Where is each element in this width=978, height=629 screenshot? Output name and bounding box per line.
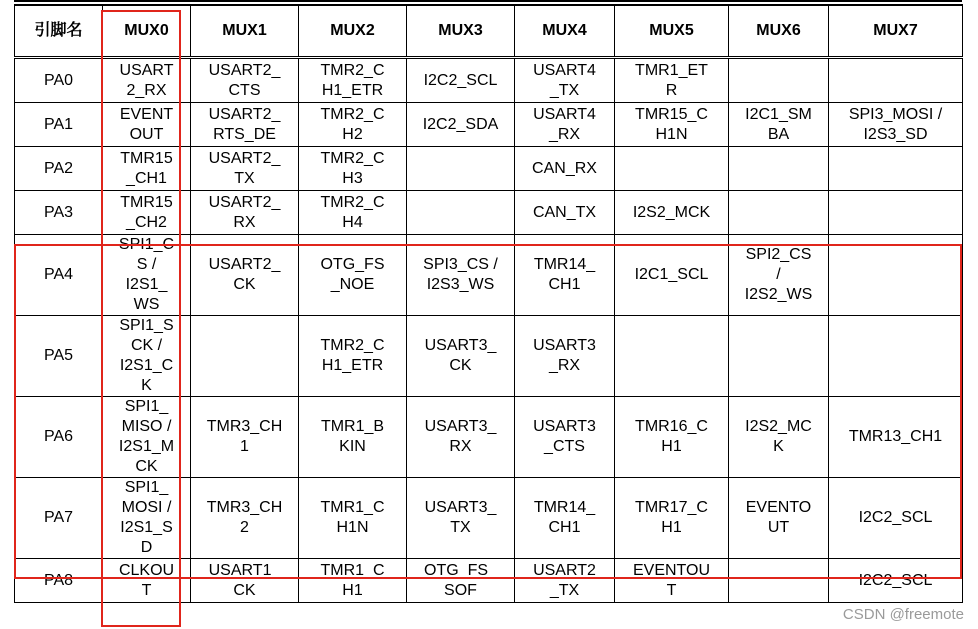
mux5-cell: [615, 147, 729, 191]
mux6-cell: [729, 147, 829, 191]
mux4-cell: [515, 58, 615, 103]
mux1-cell: [191, 316, 299, 397]
pin-name-cell: PA3: [15, 191, 103, 235]
mux2-cell: [299, 191, 407, 235]
cell-text: EVENTOU T: [632, 561, 711, 599]
cell-text: USART4 _RX: [533, 105, 596, 143]
cell-text: SPI3_MOSI / I2S3_SD: [848, 105, 943, 143]
header-mux0: MUX0: [103, 5, 191, 58]
pin-name-cell: PA4: [15, 235, 103, 316]
header-mux7: MUX7: [829, 5, 963, 58]
mux7-cell: [829, 316, 963, 397]
cell-text: TMR14_ CH1: [533, 256, 596, 293]
mux1-cell: [191, 191, 299, 235]
pin-name-cell: PA7: [15, 478, 103, 559]
cell-text: USART3_ RX: [424, 418, 497, 455]
mux6-cell: [729, 559, 829, 603]
cell-text: I2S2_MC K: [745, 418, 812, 455]
mux7-cell: [829, 147, 963, 191]
cell-text: I2C2_SCL: [858, 571, 933, 589]
table-body: [15, 58, 963, 603]
mux0-cell: [103, 58, 191, 103]
mux5-cell: [615, 103, 729, 147]
mux5-cell: [615, 397, 729, 478]
mux1-cell: [191, 147, 299, 191]
header-mux4: MUX4: [515, 5, 615, 58]
mux0-cell: [103, 316, 191, 397]
mux7-cell: [829, 103, 963, 147]
pin-name-cell: PA5: [15, 316, 103, 397]
cell-text: TMR15 _CH2: [120, 193, 173, 231]
mux0-cell: [103, 191, 191, 235]
mux2-cell: [299, 559, 407, 603]
cell-text: TMR15_C H1N: [635, 105, 708, 143]
cell-text: EVENTO UT: [745, 499, 812, 536]
cell-text: SPI1_C S / I2S1_ WS: [118, 236, 175, 313]
mux1-cell: [191, 397, 299, 478]
mux5-cell: [615, 316, 729, 397]
cell-text: I2C2_SDA: [422, 115, 499, 133]
cell-text: USART4 _TX: [533, 61, 596, 99]
cell-text: USART2_ RTS_DE: [208, 105, 281, 143]
table-row: [15, 478, 963, 559]
cell-text: CAN_TX: [532, 203, 597, 221]
table-row: [15, 559, 963, 603]
mux1-cell: [191, 559, 299, 603]
cell-text: SPI3_CS / I2S3_WS: [423, 256, 498, 293]
header-mux2: MUX2: [299, 5, 407, 58]
mux6-cell: [729, 478, 829, 559]
cell-text: USART3_ TX: [424, 499, 497, 536]
cell-text: I2C2_SCL: [423, 71, 498, 89]
mux7-cell: [829, 235, 963, 316]
mux6-cell: [729, 397, 829, 478]
mux3-cell: [407, 58, 515, 103]
pin-name-cell: PA2: [15, 147, 103, 191]
cell-text: SPI1_ MISO / I2S1_M CK: [118, 398, 175, 475]
mux5-cell: [615, 191, 729, 235]
cell-text: EVENT OUT: [119, 105, 174, 143]
pin-name-cell: PA1: [15, 103, 103, 147]
mux1-cell: [191, 478, 299, 559]
mux3-cell: [407, 559, 515, 603]
mux4-cell: [515, 397, 615, 478]
cell-text: TMR13_CH1: [848, 428, 943, 445]
mux5-cell: [615, 235, 729, 316]
cell-text: CAN_RX: [532, 159, 597, 177]
top-rule: [14, 0, 962, 2]
mux2-cell: [299, 103, 407, 147]
mux2-cell: [299, 147, 407, 191]
cell-text: USART2_ CTS: [208, 61, 281, 99]
header-row: [15, 5, 963, 58]
table-row: [15, 316, 963, 397]
cell-text: TMR1_ET R: [635, 61, 708, 99]
mux2-cell: [299, 235, 407, 316]
cell-text: TMR2_C H1_ETR: [320, 61, 385, 99]
mux6-cell: [729, 103, 829, 147]
mux0-cell: [103, 559, 191, 603]
mux3-cell: [407, 397, 515, 478]
mux1-cell: [191, 235, 299, 316]
mux0-cell: [103, 397, 191, 478]
cell-text: TMR2_C H1_ETR: [320, 337, 385, 374]
cell-text: TMR14_ CH1: [533, 499, 596, 536]
cell-text: USART3 _CTS: [533, 418, 596, 455]
mux4-cell: [515, 559, 615, 603]
cell-text: TMR2_C H2: [320, 105, 385, 143]
mux2-cell: [299, 316, 407, 397]
cell-text: OTG_FS_ SOF: [424, 561, 497, 599]
cell-text: USART2 _TX: [533, 561, 596, 599]
cell-text: SPI1_ MOSI / I2S1_S D: [120, 479, 173, 556]
mux4-cell: [515, 235, 615, 316]
cell-text: USART2_ RX: [208, 193, 281, 231]
cell-text: USART 2_RX: [119, 61, 174, 99]
cell-text: USART2_ CK: [208, 256, 281, 293]
cell-text: USART3 _RX: [533, 337, 596, 374]
mux5-cell: [615, 478, 729, 559]
cell-text: I2C1_SCL: [634, 266, 709, 283]
table-row: [15, 397, 963, 478]
mux7-cell: [829, 478, 963, 559]
mux3-cell: [407, 103, 515, 147]
mux3-cell: [407, 235, 515, 316]
mux2-cell: [299, 58, 407, 103]
mux0-cell: [103, 235, 191, 316]
mux0-cell: [103, 147, 191, 191]
mux3-cell: [407, 147, 515, 191]
pin-name-cell: PA6: [15, 397, 103, 478]
cell-text: I2C1_SM BA: [745, 105, 812, 143]
cell-text: I2C2_SCL: [858, 509, 933, 526]
mux2-cell: [299, 478, 407, 559]
table-row: [15, 147, 963, 191]
header-mux3: MUX3: [407, 5, 515, 58]
mux2-cell: [299, 397, 407, 478]
mux0-cell: [103, 103, 191, 147]
mux1-cell: [191, 103, 299, 147]
pin-mux-table: [14, 4, 963, 603]
pin-name-cell: PA8: [15, 559, 103, 603]
cell-text: TMR1_C H1N: [320, 499, 385, 536]
mux1-cell: [191, 58, 299, 103]
mux7-cell: [829, 397, 963, 478]
mux6-cell: [729, 58, 829, 103]
table-row: [15, 191, 963, 235]
table-row: [15, 103, 963, 147]
mux7-cell: [829, 191, 963, 235]
mux6-cell: [729, 191, 829, 235]
mux6-cell: [729, 235, 829, 316]
cell-text: SPI1_S CK / I2S1_C K: [119, 317, 174, 394]
cell-text: TMR3_CH 1: [206, 418, 283, 455]
mux4-cell: [515, 316, 615, 397]
cell-text: TMR1_B KIN: [320, 418, 385, 455]
cell-text: TMR1_C H1: [320, 561, 385, 599]
header-mux1: MUX1: [191, 5, 299, 58]
mux4-cell: [515, 103, 615, 147]
mux3-cell: [407, 316, 515, 397]
cell-text: CLKOU T: [118, 561, 175, 599]
cell-text: USART3_ CK: [424, 337, 497, 374]
cell-text: TMR2_C H3: [320, 149, 385, 187]
cell-text: OTG_FS _NOE: [320, 256, 385, 293]
cell-text: TMR17_C H1: [635, 499, 708, 536]
cell-text: USART1_ CK: [208, 561, 281, 599]
cell-text: USART2_ TX: [208, 149, 281, 187]
mux0-cell: [103, 478, 191, 559]
mux7-cell: [829, 58, 963, 103]
cell-text: TMR3_CH 2: [206, 499, 283, 536]
table-row: [15, 58, 963, 103]
mux4-cell: [515, 147, 615, 191]
mux6-cell: [729, 316, 829, 397]
mux7-cell: [829, 559, 963, 603]
mux5-cell: [615, 559, 729, 603]
watermark: CSDN @freemote: [842, 606, 964, 623]
cell-text: TMR16_C H1: [635, 418, 708, 455]
cell-text: TMR2_C H4: [320, 193, 385, 231]
header-mux6: MUX6: [729, 5, 829, 58]
mux5-cell: [615, 58, 729, 103]
cell-text: I2S2_MCK: [632, 203, 711, 221]
pin-mux-table-container: [14, 4, 962, 603]
pin-name-cell: PA0: [15, 58, 103, 103]
mux4-cell: [515, 478, 615, 559]
header-pin-name: 引脚名: [15, 5, 103, 58]
cell-text: TMR15 _CH1: [120, 149, 173, 187]
header-mux5: MUX5: [615, 5, 729, 58]
mux3-cell: [407, 191, 515, 235]
mux4-cell: [515, 191, 615, 235]
cell-text: SPI2_CS / I2S2_WS: [744, 246, 813, 303]
table-row: [15, 235, 963, 316]
mux3-cell: [407, 478, 515, 559]
